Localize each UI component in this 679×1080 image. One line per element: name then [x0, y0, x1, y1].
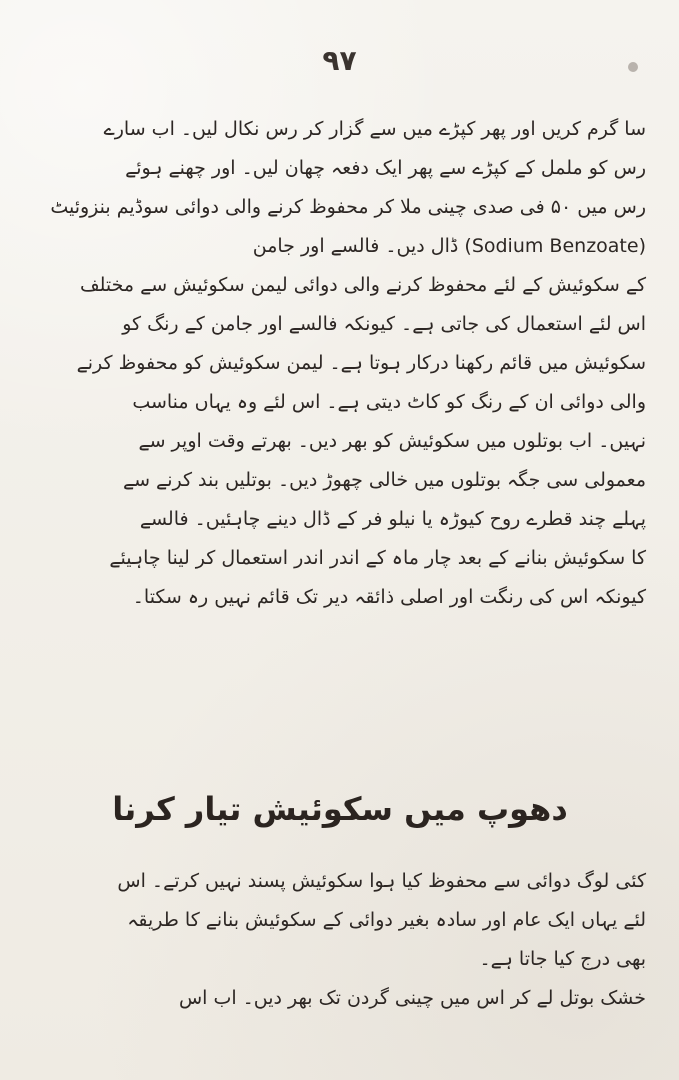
text-line: والی دوائی ان کے رنگ کو کاٹ دیتی ہے۔ اس لئے وہ یہاں مناسب [132, 390, 646, 413]
text-line: پہلے چند قطرے روح کیوڑہ یا نیلو فر کے ڈال دینے چاہئیں۔ فالسے [139, 507, 646, 530]
text-line: کا سکوئیش بنانے کے بعد چار ماہ کے اندر اندر استعمال کر لینا چاہیئے [109, 546, 646, 569]
text-line: کئی لوگ دوائی سے محفوظ کیا ہوا سکوئیش پسند نہیں کرتے۔ اس [117, 870, 646, 892]
paragraph-recipe-steps [36, 118, 646, 625]
text-line: معمولی سی جگہ بوتلوں میں خالی چھوڑ دیں۔ بوتلیں بند کرنے سے [122, 468, 646, 491]
paper-spot [628, 62, 638, 72]
text-line: رس میں ۵۰ فی صدی چینی ملا کر محفوظ کرنے والی دوائی سوڈیم بنزوئیٹ [50, 195, 646, 218]
text-line: لئے یہاں ایک عام اور سادہ بغیر دوائی کے سکوئیش بنانے کا طریقہ [127, 908, 646, 931]
text-line: خشک بوتل لے کر اس میں چینی گردن تک بھر دیں۔ اب اس [178, 986, 646, 1009]
text-line: (Sodium Benzoate) ڈال دیں۔ فالسے اور جامن [252, 234, 646, 257]
paragraph-sun-method [36, 870, 646, 1026]
text-line: نہیں۔ اب بوتلوں میں سکوئیش کو بھر دیں۔ بھرتے وقت اوپر سے [138, 429, 646, 452]
text-line: اس لئے استعمال کی جاتی ہے۔ کیونکہ فالسے اور جامن کے رنگ کو [122, 312, 646, 335]
section-heading: دھوپ میں سکوئیش تیار کرنا [112, 790, 568, 828]
text-line: رس کو ململ کے کپڑے سے پھر ایک دفعہ چھان لیں۔ اور چھنے ہوئے [125, 156, 646, 179]
page-number: ۹۷ [322, 44, 357, 77]
text-line: بھی درج کیا جاتا ہے۔ [479, 947, 646, 970]
text-line: سا گرم کریں اور پھر کپڑے میں سے گزار کر رس نکال لیں۔ اب سارے [103, 118, 646, 140]
text-line: کیونکہ اس کی رنگت اور اصلی ذائقہ دیر تک قائم نہیں رہ سکتا۔ [132, 585, 646, 608]
text-line: کے سکوئیش کے لئے محفوظ کرنے والی دوائی لیمن سکوئیش سے مختلف [79, 273, 646, 296]
text-line: سکوئیش میں قائم رکھنا درکار ہوتا ہے۔ لیمن سکوئیش کو محفوظ کرنے [76, 351, 646, 374]
